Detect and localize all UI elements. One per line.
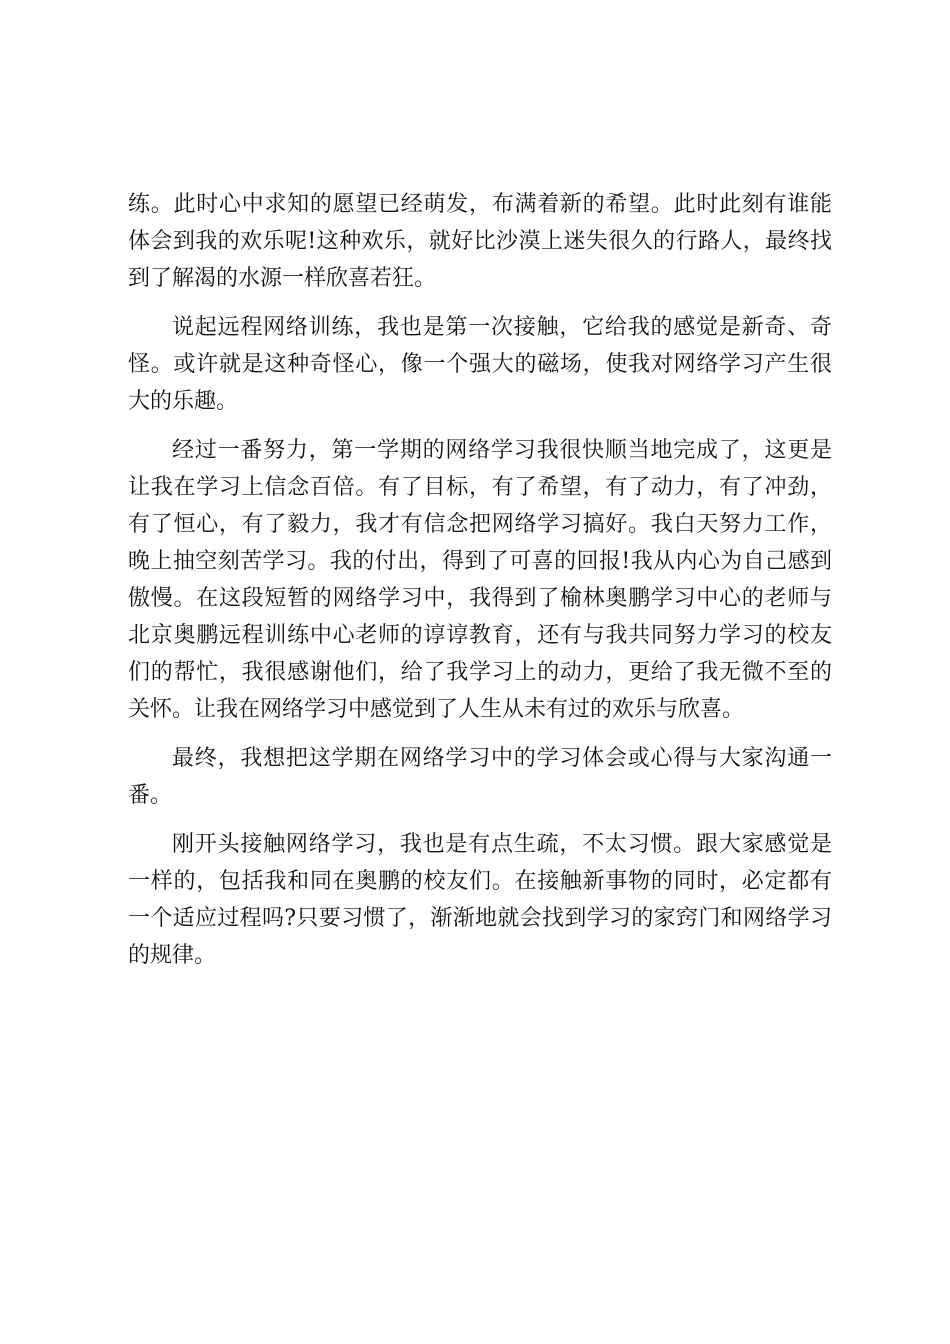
text-line: 说起远程网络训练，我也是第一次接触，它给我的感觉是新奇、奇 xyxy=(172,315,832,340)
document-body xyxy=(128,186,832,986)
text-line: 关怀。让我在网络学习中感觉到了人生从未有过的欢乐与欣喜。 xyxy=(128,697,745,722)
text-line: 晚上抽空刻苦学习。我的付出，得到了可喜的回报!我从内心为自己感到 xyxy=(128,549,832,574)
text-line: 一样的，包括我和同在奥鹏的校友们。在接触新事物的同时，必定都有 xyxy=(128,869,832,894)
text-line: 番。 xyxy=(128,783,173,808)
text-line: 最终，我想把这学期在网络学习中的学习体会或心得与大家沟通一 xyxy=(172,746,832,771)
paragraph-1 xyxy=(128,186,832,297)
text-line: 们的帮忙，我很感谢他们，给了我学习上的动力，更给了我无微不至的 xyxy=(128,660,832,685)
paragraph-3 xyxy=(128,432,832,728)
text-line: 的规律。 xyxy=(128,943,217,968)
text-line: 经过一番努力，第一学期的网络学习我很快顺当地完成了，这更是 xyxy=(172,438,832,463)
text-line: 体会到我的欢乐呢!这种欢乐，就好比沙漠上迷失很久的行路人，最终找 xyxy=(128,229,832,254)
text-line: 一个适应过程吗?只要习惯了，渐渐地就会找到学习的家窍门和网络学习 xyxy=(128,906,832,931)
text-line: 刚开头接触网络学习，我也是有点生疏，不太习惯。跟大家感觉是 xyxy=(172,832,832,857)
paragraph-2 xyxy=(128,309,832,420)
text-line: 让我在学习上信念百倍。有了目标，有了希望，有了动力，有了冲劲， xyxy=(128,475,832,500)
text-line: 北京奥鹏远程训练中心老师的谆谆教育，还有与我共同努力学习的校友 xyxy=(128,623,832,648)
text-line: 傲慢。在这段短暂的网络学习中，我得到了榆林奥鹏学习中心的老师与 xyxy=(128,586,832,611)
text-line: 怪。或许就是这种奇怪心，像一个强大的磁场，使我对网络学习产生很 xyxy=(128,352,832,377)
paragraph-4 xyxy=(128,740,832,814)
paragraph-5 xyxy=(128,826,832,974)
text-line: 练。此时心中求知的愿望已经萌发，布满着新的希望。此时此刻有谁能 xyxy=(128,192,832,217)
text-line: 大的乐趣。 xyxy=(128,389,239,414)
text-line: 到了解渴的水源一样欣喜若狂。 xyxy=(128,266,437,291)
text-line: 有了恒心，有了毅力，我才有信念把网络学习搞好。我白天努力工作， xyxy=(128,512,832,537)
